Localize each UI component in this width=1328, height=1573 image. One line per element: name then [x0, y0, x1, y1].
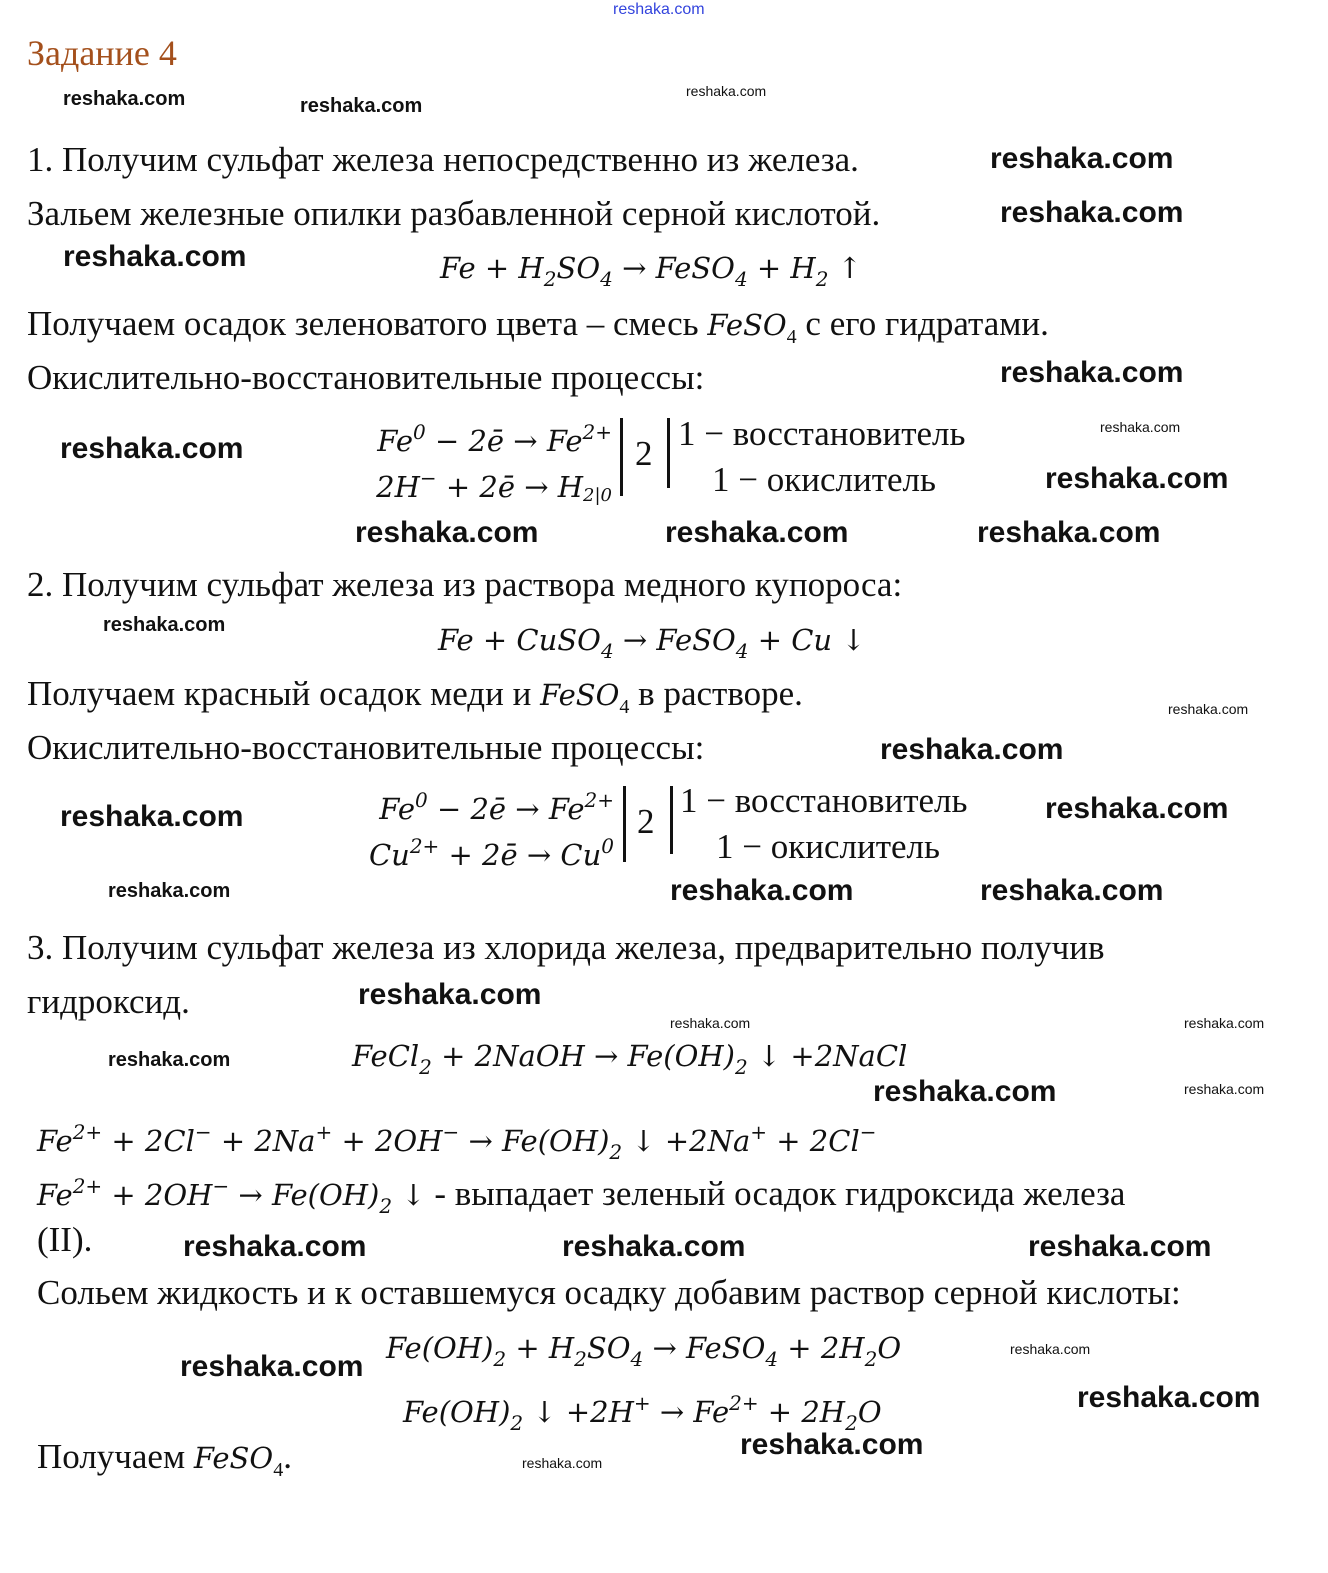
watermark: reshaka.com: [1100, 419, 1181, 435]
formula-run: + H: [506, 1331, 575, 1365]
watermark: reshaka.com: [977, 516, 1161, 549]
text-run: - выпадает зеленый осадок гидроксида железа: [425, 1174, 1126, 1213]
text-run: Сольем жидкость и к оставшемуся осадку добавим раствор серной кислоты:: [37, 1273, 1181, 1312]
watermark: reshaka.com: [1184, 1081, 1265, 1097]
subscript: 2: [493, 1347, 507, 1371]
formula-run: FeSO: [540, 678, 620, 712]
formula-run: → Fe(OH): [229, 1178, 380, 1212]
subscript: 4: [600, 267, 613, 291]
text-run: гидроксид.: [27, 982, 190, 1021]
formula-run: Fe: [37, 1124, 73, 1158]
s3-result: [37, 1439, 292, 1488]
superscript: +: [315, 1120, 333, 1144]
watermark: reshaka.com: [1184, 1015, 1265, 1031]
watermark: reshaka.com: [60, 800, 244, 833]
watermark: reshaka.com: [1000, 356, 1184, 389]
subscript: 2: [379, 1194, 393, 1218]
formula-run: + 2Cl: [767, 1124, 860, 1158]
formula-run: + 2OH: [332, 1124, 443, 1158]
watermark: reshaka.com: [183, 1230, 367, 1263]
s1-line1: [27, 142, 859, 178]
watermark: reshaka.com: [562, 1230, 746, 1263]
formula-run: + 2Cl: [102, 1124, 195, 1158]
formula-run: + 2ē → H: [436, 470, 584, 504]
watermark: reshaka.com: [670, 1015, 751, 1031]
formula-run: FeSO: [707, 308, 787, 342]
s2-line3: [27, 730, 704, 766]
watermark: reshaka.com: [522, 1455, 603, 1471]
watermark: reshaka.com: [1077, 1381, 1261, 1414]
formula-run: ↓ +2H: [523, 1395, 634, 1429]
subscript: 2: [543, 267, 557, 291]
formula-run: − 2ē → Fe: [425, 424, 583, 458]
text-run: .: [283, 1437, 292, 1476]
watermark: reshaka.com: [300, 95, 423, 117]
superscript: +: [633, 1391, 651, 1415]
superscript: +: [750, 1120, 768, 1144]
sub-superscript: 2|0: [583, 485, 612, 506]
watermark: reshaka.com: [60, 432, 244, 465]
subscript: 4: [600, 639, 614, 663]
divider-bar: [620, 418, 623, 496]
superscript: 2+: [729, 1391, 759, 1415]
formula-run: + 2H: [778, 1331, 865, 1365]
watermark: reshaka.com: [1045, 462, 1229, 495]
formula-run: + 2H: [758, 1395, 846, 1429]
formula-run: + 2Na: [211, 1124, 316, 1158]
watermark: reshaka.com: [355, 516, 539, 549]
watermark: reshaka.com: [180, 1350, 364, 1383]
s2-redox-reduction: [369, 828, 614, 873]
formula-run: + 2NaOH → Fe(OH): [431, 1039, 735, 1073]
s1-redox-reduction: [376, 460, 612, 514]
formula-run: → FeSO: [613, 623, 736, 657]
watermark: reshaka.com: [63, 240, 247, 273]
s3-line4: [37, 1275, 1181, 1311]
superscript: −: [442, 1120, 460, 1144]
superscript: −: [212, 1174, 230, 1198]
s2-line2: [27, 676, 803, 725]
s1-redox-oxidation: [377, 414, 612, 459]
s3-line1: [27, 930, 1105, 966]
watermark: reshaka.com: [665, 516, 849, 549]
s3-full-ionic-equation: [37, 1114, 876, 1170]
formula-run: FeSO: [193, 1441, 274, 1475]
s3-line2: [27, 984, 190, 1020]
formula-run: Fe + CuSO: [438, 623, 601, 657]
formula-run: O: [857, 1395, 882, 1429]
superscript: 0: [601, 834, 614, 858]
superscript: 0: [413, 420, 426, 444]
subscript: 2: [815, 267, 829, 291]
subscript: 2: [609, 1140, 623, 1164]
subscript: 2: [864, 1347, 878, 1371]
subscript: 4: [630, 1347, 644, 1371]
text-run: Получаем красный осадок меди и: [27, 674, 541, 713]
subscript: 4: [273, 1459, 284, 1481]
formula-run: ↑: [828, 251, 862, 285]
divider-bar: [667, 418, 670, 488]
formula-run: − 2ē → Fe: [427, 792, 585, 826]
watermark: reshaka.com: [103, 614, 226, 636]
s2-equation: [438, 622, 866, 669]
watermark: reshaka.com: [880, 733, 1064, 766]
s1-reducer-label: 1 − восстановитель: [678, 414, 966, 453]
text-run: 2. Получим сульфат железа из раствора медного купороса:: [27, 565, 903, 604]
formula-run: + 2ē → Cu: [439, 838, 602, 872]
watermark: reshaka.com: [740, 1428, 924, 1461]
subscript: 4: [734, 267, 748, 291]
s1-line4: [27, 360, 704, 396]
formula-run: SO: [556, 251, 601, 285]
subscript: 4: [765, 1347, 779, 1371]
text-run: Получаем: [37, 1437, 194, 1476]
superscript: 2+: [584, 788, 614, 812]
formula-run: + 2OH: [102, 1178, 213, 1212]
superscript: −: [194, 1120, 212, 1144]
task-title: Задание 4: [27, 33, 177, 73]
watermark: reshaka.com: [873, 1075, 1057, 1108]
formula-run: → Fe: [650, 1395, 730, 1429]
s2-line1: [27, 567, 902, 603]
superscript: 2+: [72, 1120, 103, 1144]
watermark: reshaka.com: [613, 1, 705, 18]
subscript: 4: [735, 639, 749, 663]
s1-electron-count: 2: [635, 434, 653, 473]
formula-run: Fe(OH): [403, 1395, 511, 1429]
text-run: Окислительно-восстановительные процессы:: [27, 358, 705, 397]
watermark: reshaka.com: [108, 1049, 231, 1071]
formula-run: + H: [747, 251, 816, 285]
formula-run: ↓ +2Na: [622, 1124, 751, 1158]
text-run: Окислительно-восстановительные процессы:: [27, 728, 705, 767]
formula-run: ↓ +2NaCl: [747, 1039, 908, 1073]
s3-line3: [37, 1222, 92, 1258]
subscript: 4: [786, 326, 797, 348]
s1-line2: [27, 196, 880, 232]
watermark: reshaka.com: [1000, 196, 1184, 229]
formula-run: SO: [586, 1331, 631, 1365]
text-run: в растворе.: [629, 674, 803, 713]
s1-oxidizer-label: 1 − окислитель: [712, 460, 936, 499]
formula-run: Fe + H: [440, 251, 544, 285]
superscript: 2+: [582, 420, 612, 444]
formula-run: Fe: [379, 792, 415, 826]
watermark: reshaka.com: [1028, 1230, 1212, 1263]
superscript: 2+: [72, 1174, 103, 1198]
formula-run: ↓: [392, 1178, 426, 1212]
superscript: −: [859, 1120, 877, 1144]
subscript: 2: [419, 1055, 432, 1079]
formula-run: Fe(OH): [386, 1331, 494, 1365]
formula-run: FeCl: [352, 1039, 420, 1073]
s2-redox-oxidation: [379, 782, 614, 827]
subscript: 4: [619, 696, 630, 718]
formula-run: Cu: [368, 838, 410, 872]
text-run: (II).: [37, 1220, 93, 1259]
watermark: reshaka.com: [358, 978, 542, 1011]
s1-equation: [440, 250, 862, 297]
formula-run: O: [877, 1331, 902, 1365]
s2-reducer-label: 1 − восстановитель: [680, 781, 968, 820]
subscript: 2: [845, 1411, 858, 1435]
text-run: 1. Получим сульфат железа непосредственно из железа.: [27, 140, 859, 179]
subscript: 2: [734, 1055, 748, 1079]
text-run: Зальем железные опилки разбавленной серной кислотой.: [27, 194, 881, 233]
s3-short-ionic-equation: [37, 1168, 1125, 1224]
subscript: 2: [574, 1347, 587, 1371]
s3-molecular-equation: [352, 1038, 907, 1085]
formula-run: → FeSO: [643, 1331, 766, 1365]
watermark: reshaka.com: [1010, 1341, 1091, 1357]
watermark: reshaka.com: [670, 874, 854, 907]
superscript: −: [419, 466, 437, 490]
s2-oxidizer-label: 1 − окислитель: [716, 827, 940, 866]
divider-bar: [623, 786, 626, 862]
watermark: reshaka.com: [990, 142, 1174, 175]
watermark: reshaka.com: [686, 83, 767, 99]
superscript: 2+: [409, 834, 440, 858]
formula-run: Fe: [377, 424, 413, 458]
formula-run: → FeSO: [612, 251, 735, 285]
formula-run: Fe: [37, 1178, 73, 1212]
subscript: 2: [510, 1411, 524, 1435]
watermark: reshaka.com: [108, 880, 231, 902]
s3-acid-equation: [386, 1330, 901, 1377]
watermark: reshaka.com: [63, 88, 186, 110]
watermark: reshaka.com: [1045, 792, 1229, 825]
watermark: reshaka.com: [1168, 701, 1249, 717]
superscript: 0: [415, 788, 428, 812]
formula-run: → Fe(OH): [459, 1124, 610, 1158]
formula-run: + Cu ↓: [748, 623, 866, 657]
s2-electron-count: 2: [637, 802, 655, 841]
s1-line3: [27, 306, 1049, 355]
watermark: reshaka.com: [980, 874, 1164, 907]
text-run: Получаем осадок зеленоватого цвета – смесь: [27, 304, 708, 343]
formula-run: 2H: [376, 470, 420, 504]
text-run: с его гидратами.: [796, 304, 1049, 343]
text-run: 3. Получим сульфат железа из хлорида железа, предварительно получив: [27, 928, 1105, 967]
divider-bar: [670, 786, 673, 854]
